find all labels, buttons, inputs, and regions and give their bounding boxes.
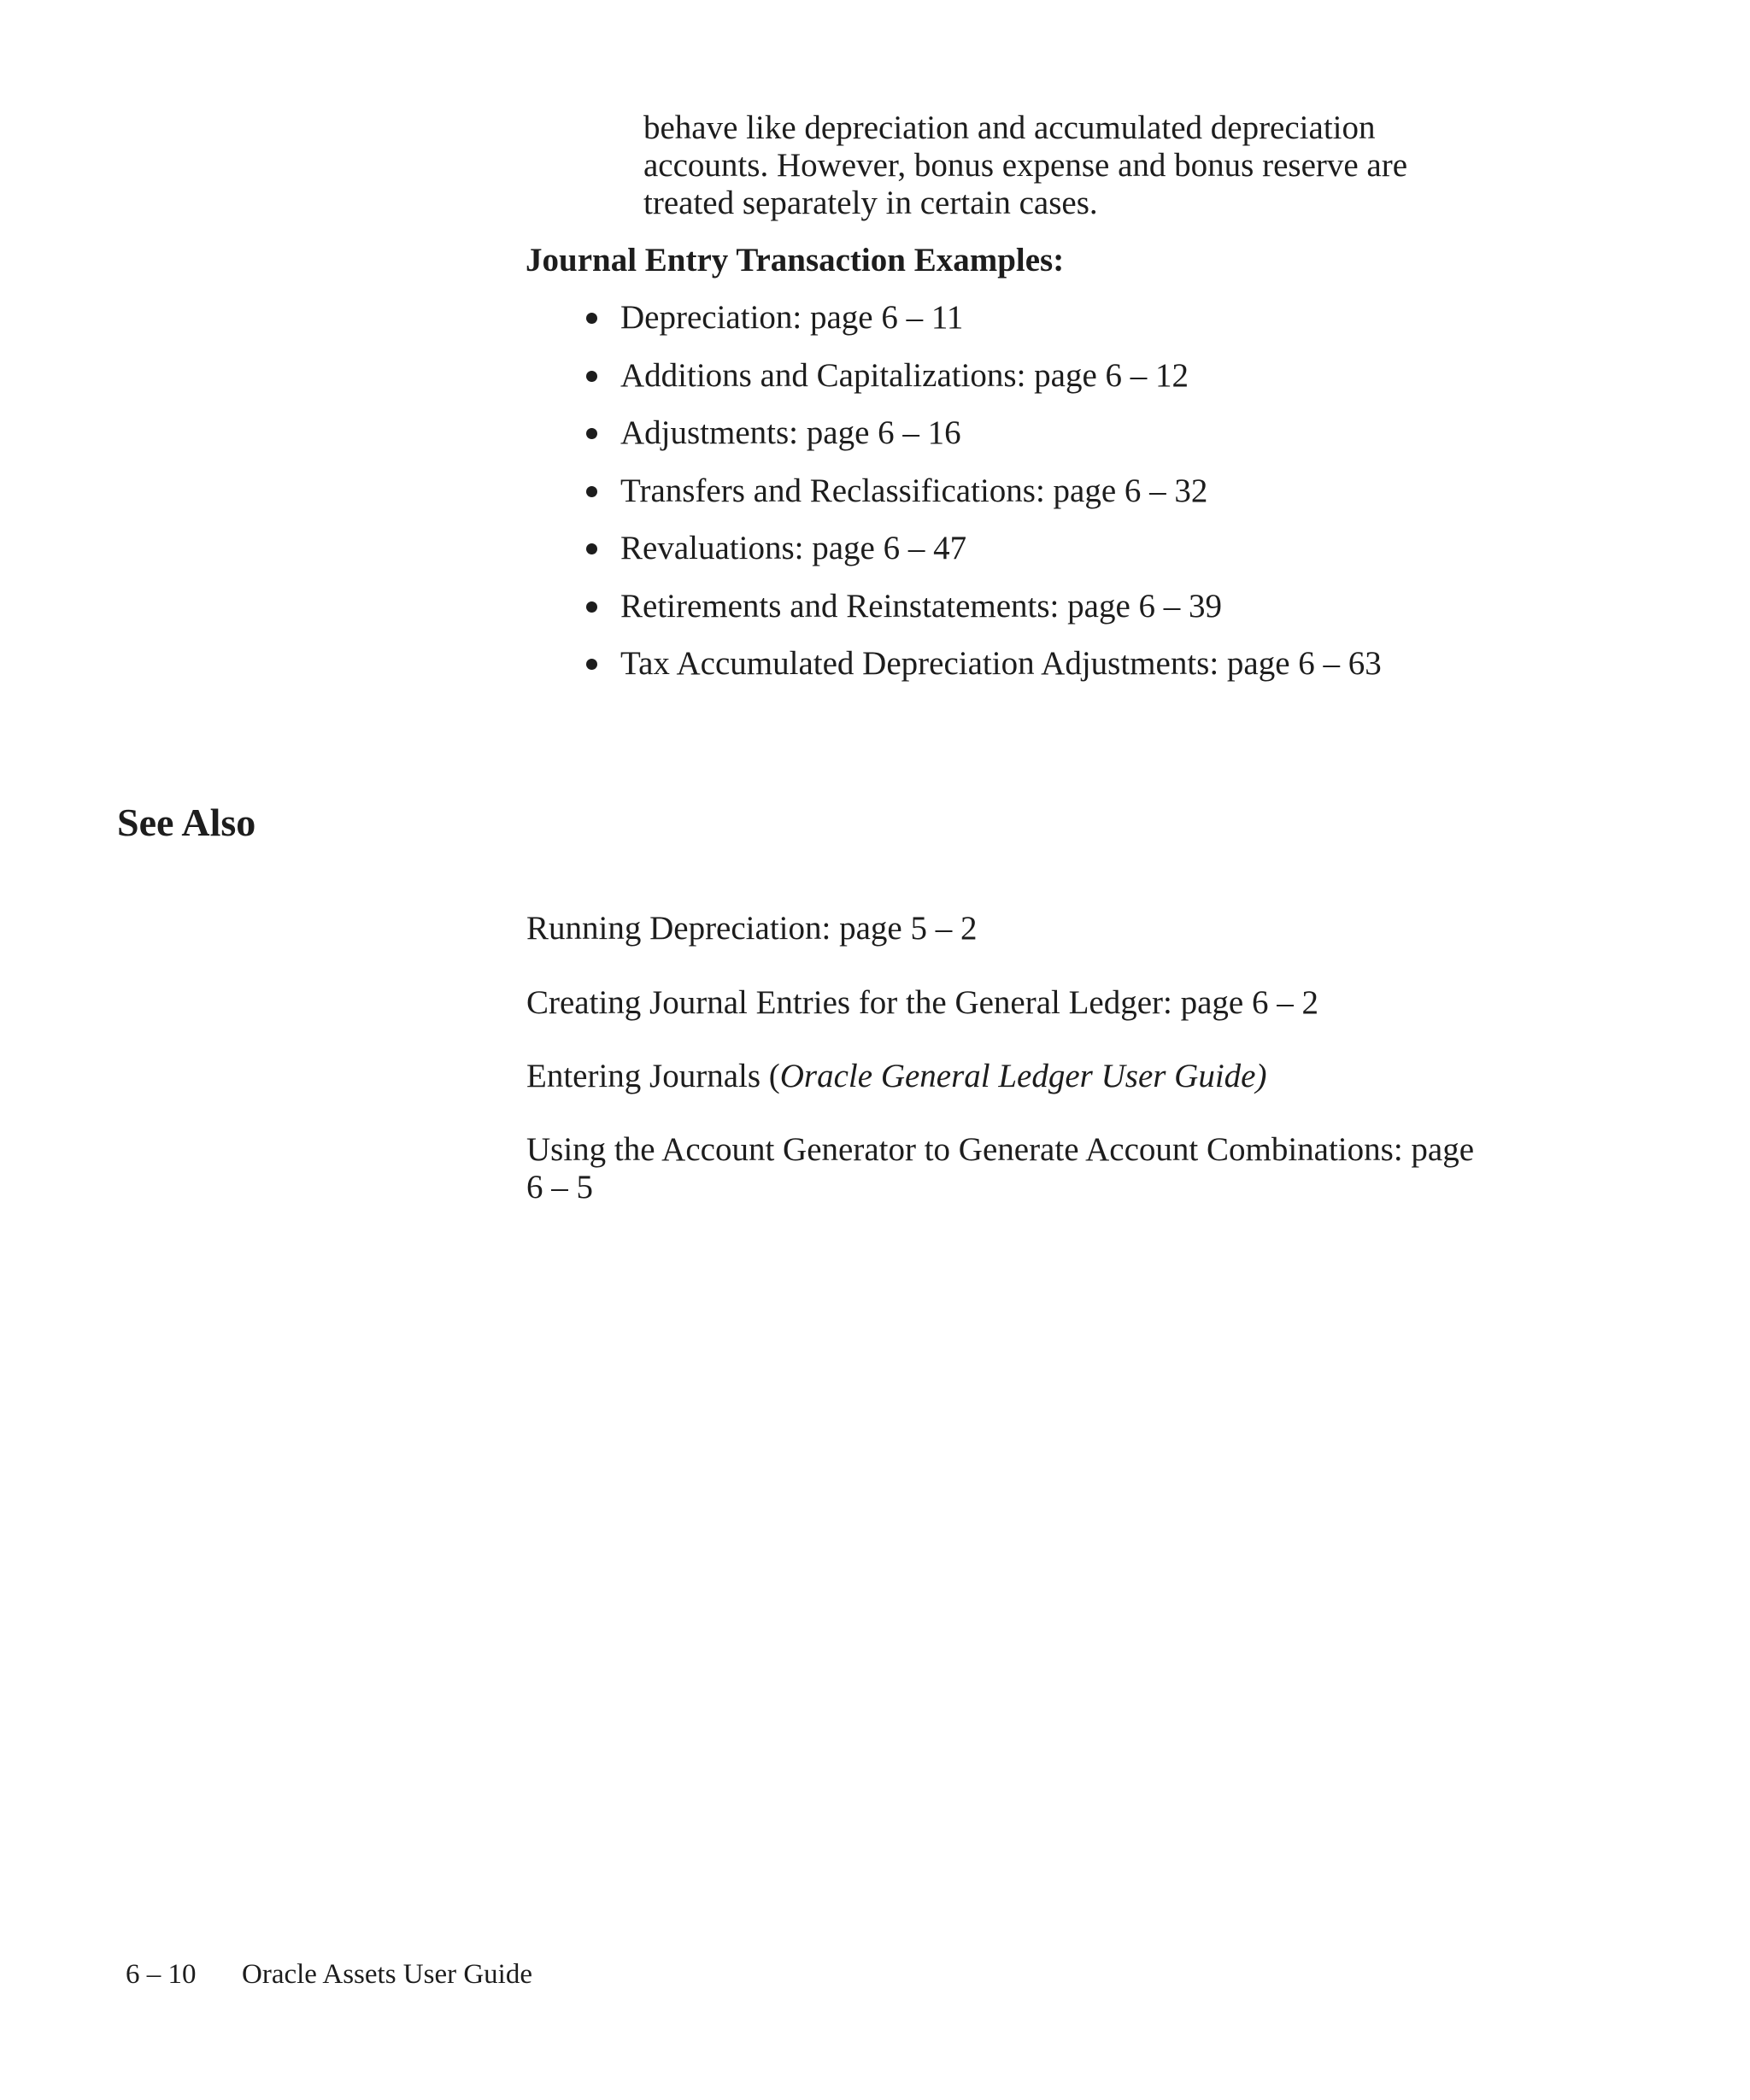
see-also-heading: See Also [117,801,256,844]
intro-line: accounts. However, bonus expense and bonus reserve are [643,147,1408,184]
list-item-label: Revaluations: page 6 – 47 [620,530,967,566]
list-item-label: Adjustments: page 6 – 16 [620,414,961,451]
bullet-icon [586,543,597,554]
ref-line: 6 – 5 [526,1169,593,1205]
list-item[interactable] [584,530,1382,588]
ref-book-title: Oracle General Ledger User Guide) [779,1058,1267,1094]
intro-paragraph [643,109,1618,222]
list-item[interactable] [584,645,1382,703]
bullet-icon [586,659,597,670]
list-item-label: Tax Accumulated Depreciation Adjustments: page 6 – 63 [620,645,1382,682]
list-item-label: Additions and Capitalizations: page 6 – 12 [620,356,1189,394]
bullet-icon [586,601,597,613]
list-item[interactable] [584,299,1382,357]
list-item[interactable] [584,414,1382,472]
list-item[interactable] [584,357,1382,415]
page-footer [126,1958,532,1991]
book-title: Oracle Assets User Guide [242,1959,532,1990]
see-also-link-entering-journals[interactable] [526,1058,1552,1095]
list-item-label: Transfers and Reclassifications: page 6 – 32 [620,472,1208,509]
list-item[interactable] [584,472,1382,531]
list-item-label: Depreciation: page 6 – 11 [620,299,964,336]
list-item-label: Retirements and Reinstatements: page 6 – 39 [620,587,1222,625]
see-also-link-creating-journal-entries[interactable]: Creating Journal Entries for the General Ledger: page 6 – 2 [526,984,1318,1021]
ref-line: Using the Account Generator to Generate Account Combinations: page [526,1131,1475,1168]
see-also-link-account-generator[interactable] [526,1131,1552,1206]
bullet-icon [586,486,597,497]
intro-line: treated separately in certain cases. [643,185,1098,221]
page-number: 6 – 10 [126,1959,197,1990]
list-item[interactable] [584,588,1382,646]
ref-title: Entering Journals ( [526,1058,780,1094]
bullet-icon [586,313,597,324]
bullet-icon [586,428,597,439]
intro-line: behave like depreciation and accumulated depreciation [643,109,1376,146]
bullet-icon [586,371,597,382]
examples-list [584,299,1382,703]
examples-heading: Journal Entry Transaction Examples: [526,242,1065,279]
see-also-link-running-depreciation[interactable]: Running Depreciation: page 5 – 2 [526,910,978,947]
